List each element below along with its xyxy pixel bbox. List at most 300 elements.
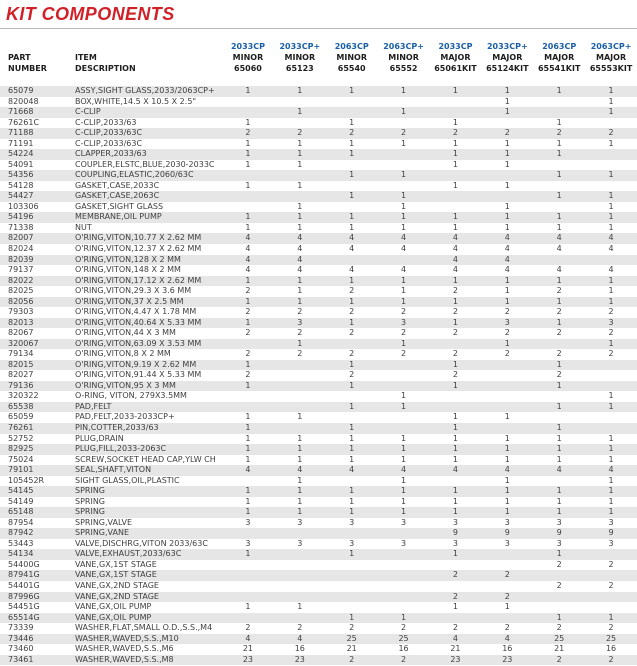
part-number-cell: 54427: [8, 191, 34, 201]
quantity-cell: 1: [556, 86, 562, 95]
item-description-cell: O-RING, VITON, 279X3.5MM: [75, 391, 187, 401]
quantity-cell: [326, 97, 378, 108]
kit-number-label: 65061KIT: [434, 64, 477, 73]
quantity-cell: [378, 602, 430, 613]
page-title: KIT COMPONENTS: [6, 4, 175, 24]
quantity-cell: [274, 402, 326, 413]
quantity-cell: 25: [605, 633, 617, 643]
quantity-cell: 1: [608, 107, 614, 117]
quantity-cell: [222, 528, 274, 539]
quantity-cell: 1: [401, 212, 407, 222]
item-description-cell: VANE,GX,2ND STAGE: [75, 580, 159, 590]
quantity-cell: [430, 170, 482, 181]
table-row: [0, 539, 637, 550]
table-row: [0, 434, 637, 445]
quantity-cell: 1: [401, 612, 407, 622]
quantity-cell: 1: [504, 138, 510, 148]
part-number-cell: 65079: [8, 86, 34, 95]
table-row: [0, 349, 637, 360]
table-row: [0, 86, 637, 97]
quantity-cell: [274, 170, 326, 181]
quantity-cell: 3: [245, 538, 251, 548]
quantity-cell: [274, 613, 326, 624]
item-description-cell: O'RING,VITON,63.09 X 3.53 MM: [75, 338, 202, 348]
quantity-cell: 1: [297, 602, 303, 612]
quantity-cell: 1: [297, 444, 303, 454]
item-description-cell: C-CLIP,2033/63C: [75, 128, 143, 138]
quantity-cell: 4: [452, 465, 458, 475]
quantity-cell: 1: [349, 170, 355, 180]
quantity-cell: 1: [245, 275, 251, 285]
quantity-cell: [533, 160, 585, 171]
table-row: [0, 634, 637, 645]
model-label: 2033CP+: [486, 42, 528, 51]
quantity-cell: 3: [504, 517, 510, 527]
quantity-cell: 1: [504, 222, 510, 232]
part-number-cell: 320322: [8, 391, 39, 401]
quantity-cell: 1: [556, 612, 562, 622]
quantity-cell: 1: [504, 159, 510, 169]
quantity-cell: 1: [556, 275, 562, 285]
quantity-cell: 16: [605, 644, 617, 654]
quantity-cell: [378, 528, 430, 539]
quantity-cell: [274, 528, 326, 539]
quantity-cell: [222, 202, 274, 213]
quantity-cell: 1: [556, 222, 562, 232]
item-description-cell: PLUG,FILL,2033-2063C: [75, 444, 167, 454]
quantity-cell: [481, 549, 533, 560]
quantity-cell: 4: [452, 233, 458, 243]
quantity-cell: [481, 560, 533, 571]
quantity-cell: 1: [297, 149, 303, 159]
part-number-cell: 87942: [8, 528, 34, 538]
table-row: [0, 391, 637, 402]
quantity-cell: [481, 170, 533, 181]
quantity-cell: 1: [556, 549, 562, 559]
item-description-cell: NUT: [75, 222, 92, 232]
quantity-cell: 1: [504, 444, 510, 454]
table-row: [0, 276, 637, 287]
quantity-cell: [378, 118, 430, 129]
quantity-cell: 4: [297, 254, 303, 264]
table-row: [0, 307, 637, 318]
quantity-cell: [222, 191, 274, 202]
quantity-cell: 1: [297, 433, 303, 443]
item-description-cell: PIN,COTTER,2033/63: [75, 423, 159, 432]
quantity-cell: 1: [297, 201, 303, 211]
quantity-cell: 2: [608, 307, 614, 317]
item-description-cell: VALVE,EXHAUST,2033/63C: [75, 549, 182, 559]
part-number-cell: 82067: [8, 328, 34, 338]
quantity-cell: 2: [452, 623, 458, 633]
quantity-cell: 1: [349, 486, 355, 496]
quantity-cell: 1: [245, 138, 251, 148]
part-number-cell: 54128: [8, 180, 34, 190]
quantity-cell: 2: [349, 370, 355, 380]
table-row: [0, 381, 637, 392]
quantity-cell: [533, 339, 585, 350]
quantity-cell: [378, 255, 430, 266]
quantity-cell: 23: [502, 654, 513, 664]
part-number-cell: 79136: [8, 380, 34, 390]
quantity-cell: [274, 391, 326, 402]
quantity-cell: 1: [608, 612, 614, 622]
quantity-cell: 1: [297, 454, 303, 464]
quantity-cell: [585, 592, 637, 603]
quantity-cell: 4: [245, 465, 251, 475]
quantity-cell: 1: [504, 86, 510, 95]
part-number-cell: 820048: [8, 96, 39, 106]
table-row: [0, 518, 637, 529]
item-description-cell: ASSY,SIGHT GLASS,2033/2063CP+: [75, 86, 215, 95]
quantity-cell: 4: [349, 233, 355, 243]
quantity-cell: [378, 181, 430, 192]
quantity-cell: 1: [401, 401, 407, 411]
quantity-cell: 2: [556, 128, 562, 138]
tier-label: MAJOR: [596, 53, 627, 62]
quantity-cell: 2: [504, 128, 510, 138]
table-row: [0, 549, 637, 560]
table-row: [0, 212, 637, 223]
quantity-cell: [222, 570, 274, 581]
quantity-cell: 1: [608, 391, 614, 401]
quantity-cell: 3: [608, 538, 614, 548]
quantity-cell: [585, 118, 637, 129]
table-row: [0, 297, 637, 308]
quantity-cell: 2: [556, 623, 562, 633]
quantity-cell: 1: [556, 423, 562, 432]
quantity-cell: 1: [608, 222, 614, 232]
quantity-cell: 3: [452, 538, 458, 548]
quantity-cell: 1: [245, 454, 251, 464]
quantity-cell: 1: [452, 86, 458, 95]
quantity-cell: 23: [294, 654, 305, 664]
kit-number-label: 65540: [337, 64, 366, 73]
quantity-cell: [481, 391, 533, 402]
quantity-cell: 1: [245, 423, 251, 432]
quantity-cell: 1: [245, 412, 251, 422]
table-row: [0, 613, 637, 624]
table-row: [0, 444, 637, 455]
quantity-cell: [222, 581, 274, 592]
quantity-cell: 2: [556, 328, 562, 338]
quantity-cell: [274, 423, 326, 434]
quantity-cell: 1: [556, 359, 562, 369]
part-number-header: PART NUMBER: [8, 53, 47, 73]
table-row: [0, 623, 637, 634]
part-number-cell: 71338: [8, 222, 34, 232]
item-description-cell: WASHER,WAVED,S.S.,M10: [75, 633, 179, 643]
quantity-cell: 1: [608, 496, 614, 506]
table-row: [0, 360, 637, 371]
quantity-cell: [274, 370, 326, 381]
model-label: 2033CP: [230, 42, 265, 51]
quantity-cell: [326, 476, 378, 487]
part-number-cell: 82025: [8, 286, 34, 296]
quantity-cell: 4: [245, 243, 251, 253]
quantity-cell: 2: [401, 128, 407, 138]
quantity-cell: 2: [245, 307, 251, 317]
quantity-cell: [481, 370, 533, 381]
quantity-cell: 21: [346, 644, 357, 654]
table-row: [0, 170, 637, 181]
table-row: [0, 528, 637, 539]
quantity-cell: 3: [349, 538, 355, 548]
table-row: [0, 107, 637, 118]
part-number-cell: 65059: [8, 412, 34, 422]
quantity-cell: 2: [401, 328, 407, 338]
quantity-cell: [430, 107, 482, 118]
quantity-cell: 2: [608, 328, 614, 338]
table-row: [0, 286, 637, 297]
part-number-cell: 54401G: [8, 580, 40, 590]
quantity-cell: 25: [554, 633, 565, 643]
quantity-cell: 3: [556, 517, 562, 527]
quantity-cell: 3: [504, 317, 510, 327]
kit-number-label: 65123: [285, 64, 314, 73]
quantity-cell: 1: [245, 359, 251, 369]
quantity-cell: 1: [401, 338, 407, 348]
quantity-cell: 4: [452, 254, 458, 264]
quantity-cell: 1: [452, 138, 458, 148]
quantity-cell: 1: [608, 486, 614, 496]
quantity-cell: 1: [452, 412, 458, 422]
quantity-cell: 16: [398, 644, 409, 654]
quantity-cell: 3: [245, 517, 251, 527]
quantity-cell: [378, 560, 430, 571]
quantity-cell: [222, 170, 274, 181]
item-description-cell: VANE,GX,OIL PUMP: [75, 602, 152, 612]
quantity-cell: 1: [401, 391, 407, 401]
quantity-cell: 2: [556, 654, 562, 664]
quantity-cell: 1: [297, 496, 303, 506]
quantity-cell: 4: [297, 465, 303, 475]
quantity-cell: [585, 412, 637, 423]
quantity-cell: 4: [452, 265, 458, 275]
quantity-cell: [533, 592, 585, 603]
quantity-cell: [533, 107, 585, 118]
quantity-cell: 1: [245, 486, 251, 496]
quantity-cell: 1: [349, 296, 355, 306]
quantity-cell: 1: [556, 433, 562, 443]
quantity-cell: 3: [556, 538, 562, 548]
quantity-cell: 1: [349, 359, 355, 369]
item-description-cell: VANE,GX,2ND STAGE: [75, 591, 159, 601]
part-number-cell: 54451G: [8, 602, 40, 612]
quantity-cell: 1: [452, 486, 458, 496]
table-row: [0, 507, 637, 518]
quantity-cell: [274, 118, 326, 129]
quantity-cell: [378, 381, 430, 392]
quantity-cell: 1: [556, 317, 562, 327]
quantity-cell: [585, 381, 637, 392]
item-description-cell: C-CLIP: [75, 107, 101, 117]
quantity-cell: 2: [556, 559, 562, 569]
item-description-cell: C-CLIP,2033/63: [75, 117, 137, 127]
part-number-cell: 76261: [8, 423, 34, 432]
quantity-cell: 1: [245, 212, 251, 222]
quantity-cell: 9: [452, 528, 458, 538]
quantity-cell: 1: [608, 212, 614, 222]
quantity-cell: 2: [245, 128, 251, 138]
quantity-cell: [326, 339, 378, 350]
quantity-cell: 4: [401, 233, 407, 243]
quantity-cell: [533, 570, 585, 581]
quantity-cell: 1: [245, 444, 251, 454]
quantity-cell: [274, 360, 326, 371]
quantity-cell: 1: [349, 444, 355, 454]
tier-label: MAJOR: [492, 53, 523, 62]
quantity-cell: [430, 560, 482, 571]
table-row: [0, 160, 637, 171]
quantity-cell: 1: [349, 317, 355, 327]
quantity-cell: 4: [297, 243, 303, 253]
quantity-cell: 1: [452, 496, 458, 506]
quantity-cell: 1: [556, 507, 562, 517]
quantity-cell: [222, 391, 274, 402]
quantity-cell: 1: [504, 107, 510, 117]
quantity-cell: [378, 592, 430, 603]
quantity-cell: 1: [504, 412, 510, 422]
quantity-cell: 4: [297, 233, 303, 243]
table-row: [0, 581, 637, 592]
quantity-cell: 4: [245, 254, 251, 264]
quantity-cell: 2: [349, 307, 355, 317]
quantity-cell: 3: [297, 317, 303, 327]
quantity-cell: 1: [556, 401, 562, 411]
quantity-cell: 2: [608, 128, 614, 138]
table-row: [0, 328, 637, 339]
quantity-cell: [481, 360, 533, 371]
quantity-cell: 2: [608, 623, 614, 633]
item-description-cell: SIGHT GLASS,OIL,PLASTIC: [75, 475, 180, 485]
quantity-cell: 1: [556, 117, 562, 127]
quantity-cell: 1: [245, 180, 251, 190]
kit-components-table: [0, 29, 637, 665]
quantity-cell: 2: [452, 591, 458, 601]
quantity-cell: 1: [349, 149, 355, 159]
table-row: [0, 402, 637, 413]
item-description-cell: SPRING,VALVE: [75, 517, 133, 527]
quantity-cell: [326, 592, 378, 603]
quantity-cell: 23: [450, 654, 461, 664]
quantity-cell: 1: [401, 170, 407, 180]
table-row: [0, 476, 637, 487]
item-description-cell: O'RING,VITON,37 X 2.5 MM: [75, 296, 184, 306]
quantity-cell: [222, 592, 274, 603]
quantity-cell: 1: [608, 86, 614, 95]
quantity-cell: 1: [556, 444, 562, 454]
quantity-cell: 1: [349, 433, 355, 443]
quantity-cell: 1: [245, 159, 251, 169]
part-number-cell: 52752: [8, 433, 34, 443]
quantity-cell: 1: [245, 117, 251, 127]
quantity-cell: 1: [401, 507, 407, 517]
part-number-cell: 54149: [8, 496, 34, 506]
item-description-cell: O'RING,VITON,8 X 2 MM: [75, 349, 171, 359]
quantity-cell: 3: [401, 317, 407, 327]
table-row: [0, 497, 637, 508]
part-number-cell: 320067: [8, 338, 39, 348]
quantity-cell: [481, 423, 533, 434]
table-row: [0, 118, 637, 129]
quantity-cell: 2: [452, 328, 458, 338]
item-description-cell: GASKET,SIGHT GLASS: [75, 201, 164, 211]
part-number-cell: 82925: [8, 444, 34, 454]
quantity-cell: [481, 118, 533, 129]
table-row: [0, 181, 637, 192]
quantity-cell: 1: [349, 423, 355, 432]
quantity-cell: 1: [608, 191, 614, 201]
tier-label: MINOR: [284, 53, 316, 62]
model-label: 2063CP+: [590, 42, 632, 51]
quantity-cell: 2: [349, 328, 355, 338]
table-row: [0, 592, 637, 603]
quantity-cell: [533, 97, 585, 108]
item-description-header: ITEM DESCRIPTION: [75, 53, 136, 73]
quantity-cell: 1: [452, 423, 458, 432]
quantity-cell: [481, 402, 533, 413]
quantity-cell: [430, 613, 482, 624]
quantity-cell: 4: [556, 243, 562, 253]
quantity-cell: 1: [297, 338, 303, 348]
quantity-cell: [326, 560, 378, 571]
part-number-cell: 53443: [8, 538, 34, 548]
quantity-cell: 1: [556, 296, 562, 306]
quantity-cell: 1: [297, 212, 303, 222]
quantity-cell: 1: [297, 159, 303, 169]
quantity-cell: 1: [452, 602, 458, 612]
quantity-cell: [585, 602, 637, 613]
quantity-cell: [430, 191, 482, 202]
quantity-cell: [378, 149, 430, 160]
quantity-cell: 4: [401, 243, 407, 253]
quantity-cell: 2: [504, 328, 510, 338]
item-description-cell: SPRING,VANE: [75, 528, 130, 538]
quantity-cell: 4: [556, 465, 562, 475]
table-row: [0, 255, 637, 266]
part-number-cell: 71191: [8, 138, 34, 148]
quantity-cell: 1: [401, 191, 407, 201]
quantity-cell: 2: [452, 570, 458, 580]
quantity-cell: 4: [245, 633, 251, 643]
quantity-cell: 2: [297, 328, 303, 338]
quantity-cell: 1: [245, 317, 251, 327]
part-number-cell: 79134: [8, 349, 34, 359]
quantity-cell: 1: [245, 149, 251, 159]
quantity-cell: [585, 549, 637, 560]
quantity-cell: 2: [349, 128, 355, 138]
quantity-cell: 1: [504, 286, 510, 296]
quantity-cell: 1: [297, 275, 303, 285]
quantity-cell: 1: [504, 602, 510, 612]
quantity-cell: 1: [504, 454, 510, 464]
part-number-cell: 54224: [8, 149, 34, 159]
part-number-cell: 82024: [8, 243, 34, 253]
item-description-cell: VALVE,DISCHRG,VITON 2033/63C: [75, 538, 208, 548]
quantity-cell: 1: [452, 149, 458, 159]
quantity-cell: 1: [401, 475, 407, 485]
part-number-cell: 103306: [8, 201, 39, 211]
item-description-cell: CLAPPER,2033/63: [75, 149, 147, 159]
part-number-cell: 65538: [8, 401, 34, 411]
part-number-cell: 76261C: [8, 117, 40, 127]
item-description-cell: O'RING,VITON,91.44 X 5.33 MM: [75, 370, 202, 380]
item-description-cell: O'RING,VITON,148 X 2 MM: [75, 265, 181, 275]
quantity-cell: 1: [245, 380, 251, 390]
item-description-cell: O'RING,VITON,29.3 X 3.6 MM: [75, 286, 192, 296]
table-row: [0, 370, 637, 381]
